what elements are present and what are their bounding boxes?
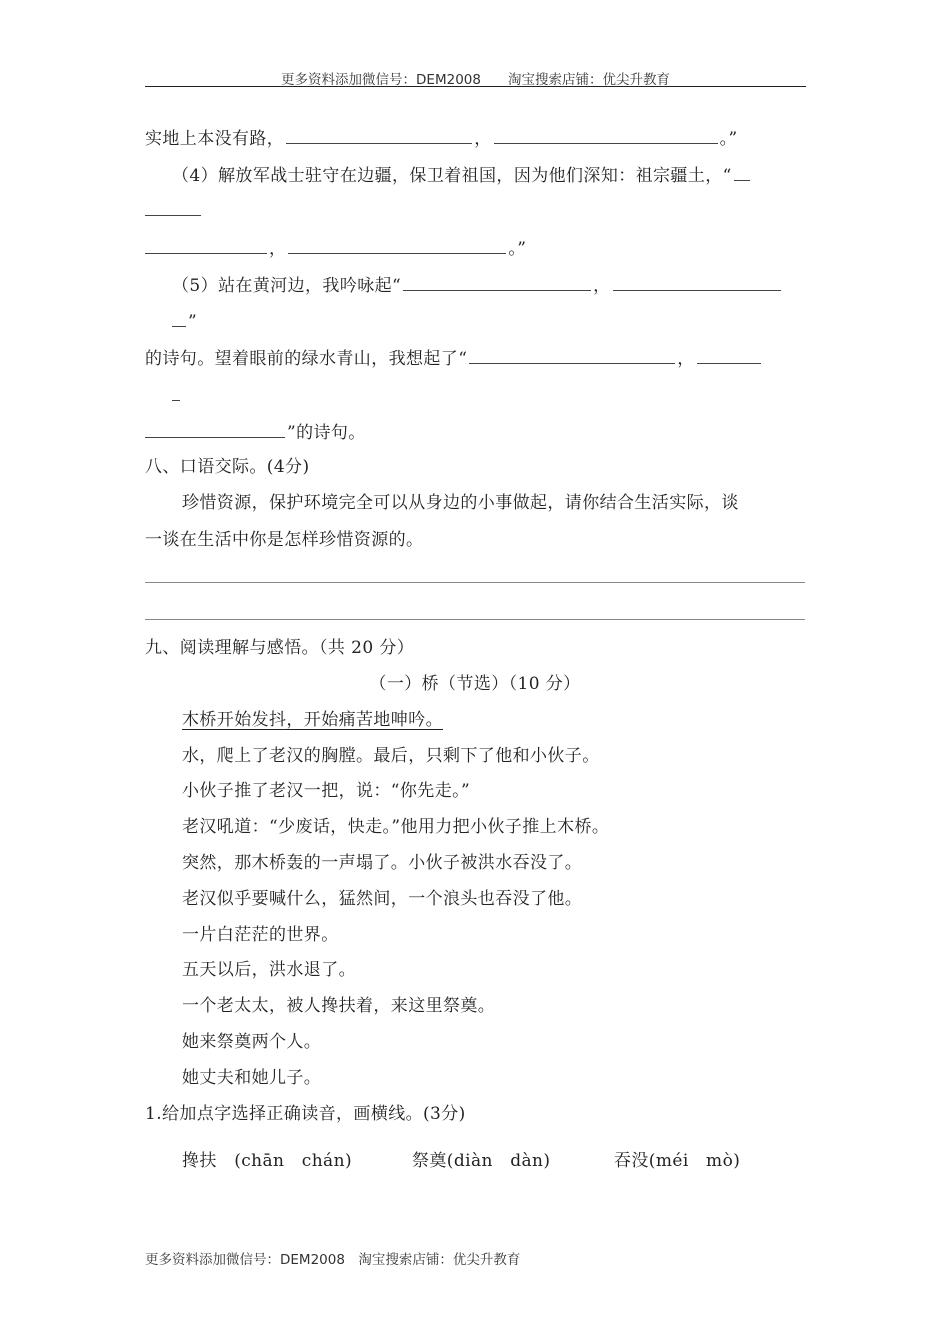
blank-11[interactable] [697,346,761,364]
blank-4[interactable] [145,198,201,216]
page-header: 更多资料添加微信号：DEM2008 淘宝搜索店铺：优尖升教育 [281,72,670,88]
passage-line: 她丈夫和她儿子。 [182,1068,322,1088]
blank-2[interactable] [494,126,718,144]
question-4-text: （4）解放军战士驻守在边疆，保卫着祖国，因为他们深知：祖宗疆土，“ [172,166,732,186]
comma-text: ， [593,276,611,296]
blank-1[interactable] [286,126,472,144]
fill-line-4 [145,236,526,260]
line7-start-text: 的诗句。望着眼前的绿水青山，我想起了“ [145,349,468,369]
line9-end-text: ”的诗句。 [287,423,366,443]
passage-line: 一个老太太，被人搀扶着，来这里祭奠。 [182,996,496,1016]
blank-12[interactable] [172,383,180,401]
page-footer: 更多资料添加微信号：DEM2008 淘宝搜索店铺：优尖升教育 [145,1252,521,1268]
pinyin-choice-2[interactable]: 祭奠(diàn dàn) [412,1151,551,1171]
question-4 [172,163,752,187]
answer-line-2[interactable] [145,619,805,620]
fill-line-3 [145,198,203,222]
pinyin-choice-1[interactable]: 搀扶 (chān chán) [182,1151,352,1171]
line1-start-text: 实地上本没有路， [145,129,285,149]
fill-line-1 [145,126,738,150]
section-8-title: 八、口语交际。(4分) [145,457,310,477]
blank-8[interactable] [613,273,781,291]
blank-6[interactable] [288,236,506,254]
blank-10[interactable] [469,346,675,364]
section-8-prompt-line-2: 一谈在生活中你是怎样珍惜资源的。 [145,530,424,550]
blank-13[interactable] [145,420,285,438]
answer-line-1[interactable] [145,582,805,583]
passage-line: 突然，那木桥轰的一声塌了。小伙子被洪水吞没了。 [182,853,583,873]
blank-5[interactable] [145,236,267,254]
passage-line: 她来祭奠两个人。 [182,1032,322,1052]
fill-line-6 [172,309,197,333]
question-5 [172,273,783,297]
comma-text: ， [474,129,492,149]
quote-close-text: ” [188,312,198,332]
passage-line: 一片白茫茫的世界。 [182,925,339,945]
passage-title: （一）桥（节选）（10 分） [369,674,581,694]
blank-3[interactable] [734,163,750,181]
passage-line: 老汉吼道：“少废话，快走。”他用力把小伙子推上木桥。 [182,817,610,837]
line4-end-text: 。” [508,239,527,259]
pinyin-choice-3[interactable]: 吞没(méi mò) [614,1151,741,1171]
passage-line: 木桥开始发抖，开始痛苦地呻吟。 [182,710,443,730]
passage-line: 老汉似乎要喊什么，猛然间，一个浪头也吞没了他。 [182,889,583,909]
fill-line-7 [145,346,763,370]
blank-7[interactable] [403,273,591,291]
line1-end-text: 。” [719,129,738,149]
passage-line: 五天以后，洪水退了。 [182,960,356,980]
section-9-title: 九、阅读理解与感悟。（共 20 分） [145,638,415,658]
fill-line-9 [145,420,366,444]
blank-9[interactable] [172,309,186,327]
section-8-prompt-line-1: 珍惜资源，保护环境完全可以从身边的小事做起，请你结合生活实际，谈 [182,493,739,513]
fill-line-8 [172,383,182,407]
question-1: 1.给加点字选择正确读音，画横线。(3分) [145,1104,466,1124]
passage-line: 水，爬上了老汉的胸膛。最后，只剩下了他和小伙子。 [182,746,600,766]
passage-line: 小伙子推了老汉一把，说：“你先走。” [182,781,471,801]
question-5-text: （5）站在黄河边，我吟咏起“ [172,276,402,296]
comma-text: ， [677,349,695,369]
comma-text: ， [269,239,287,259]
header-rule [145,86,806,87]
